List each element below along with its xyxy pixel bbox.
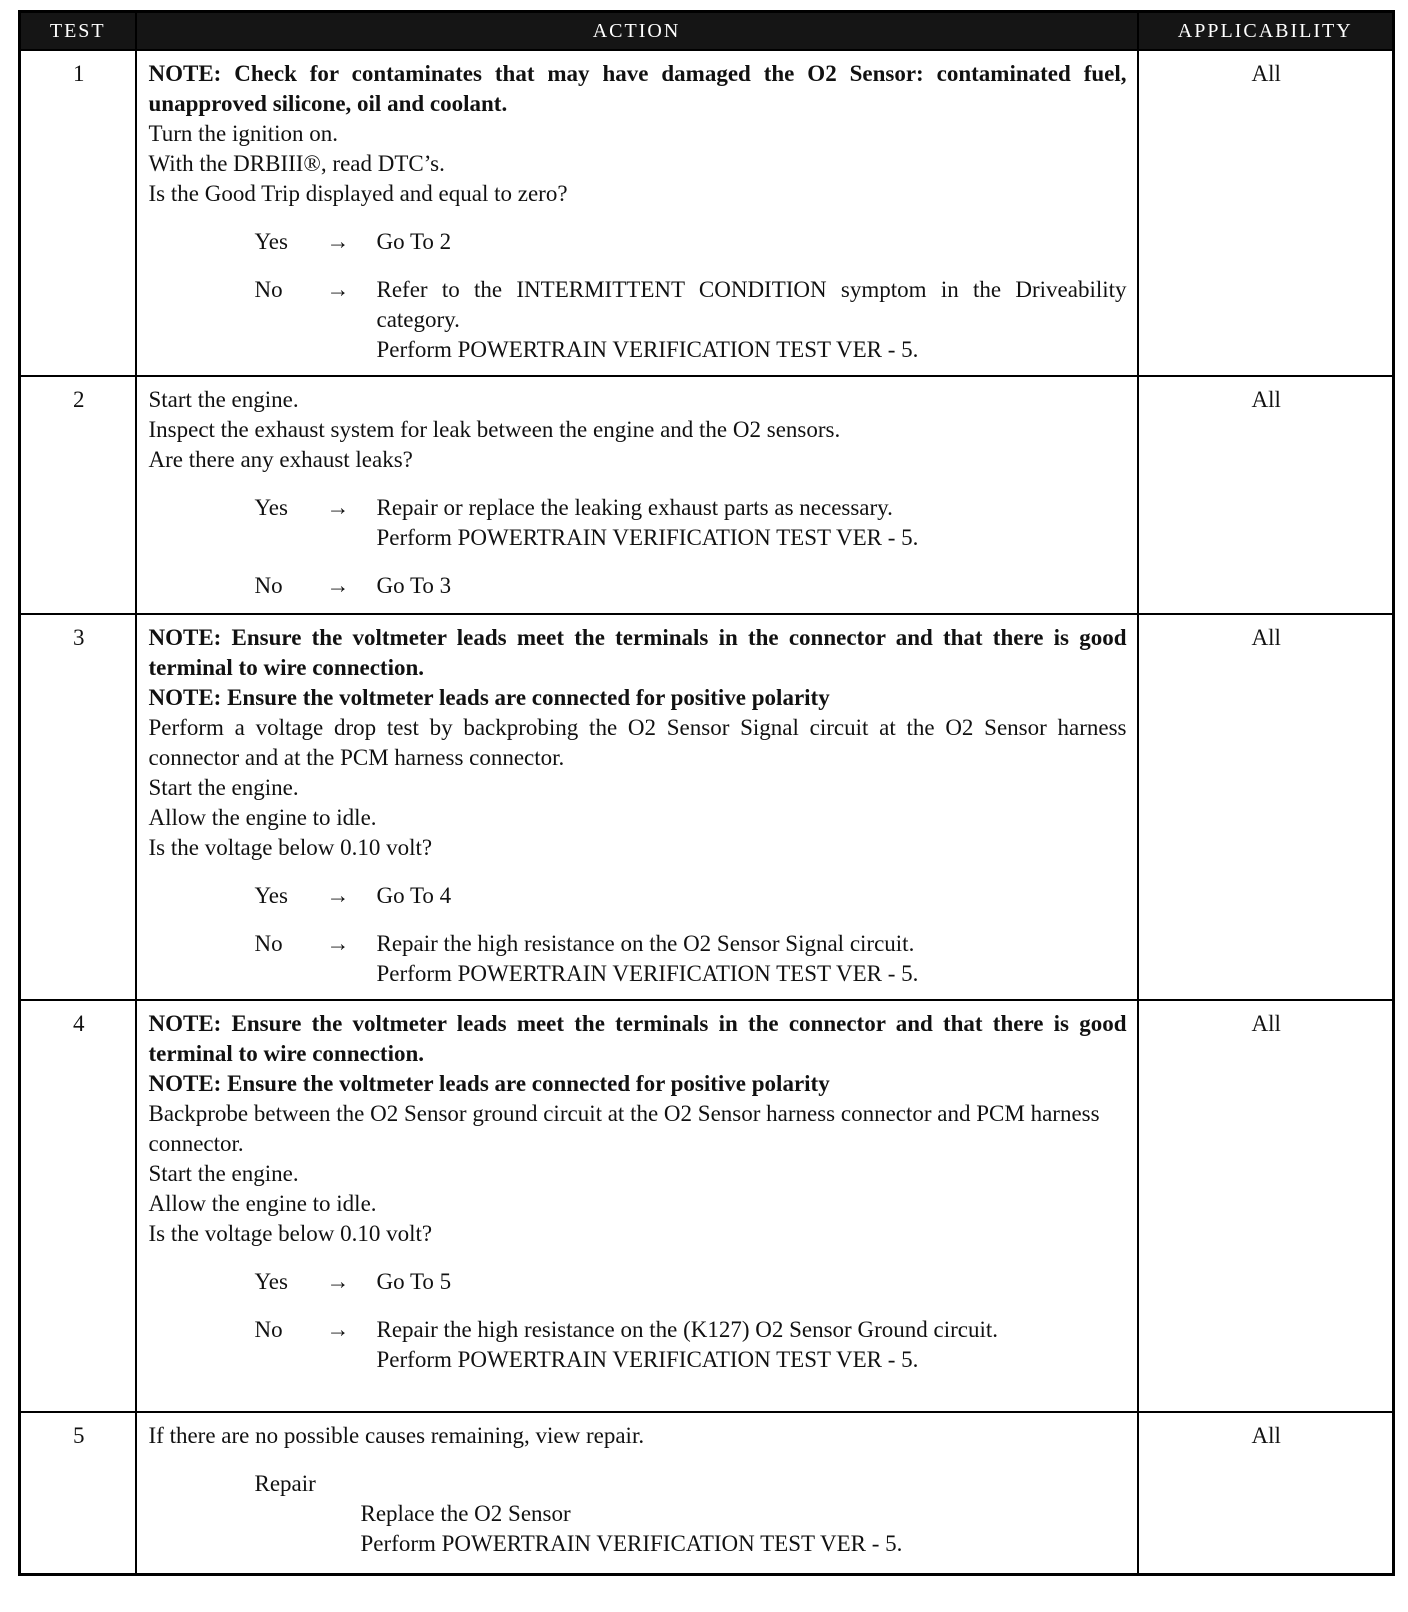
table-header [20, 12, 1394, 51]
table-row [20, 50, 1394, 376]
yes-text-line: Perform POWERTRAIN VERIFICATION TEST VER - 5. [376, 525, 919, 550]
yes-label: Yes [254, 229, 288, 254]
yes-response [255, 881, 1127, 911]
arrow-icon: → [326, 495, 350, 520]
no-label: No [254, 1317, 283, 1342]
repair-line: Perform POWERTRAIN VERIFICATION TEST VER - 5. [360, 1531, 903, 1556]
arrow-icon: → [326, 883, 350, 908]
repair-line: Replace the O2 Sensor [360, 1501, 571, 1526]
applicability-value: All [1138, 376, 1394, 614]
test-number: 3 [20, 614, 136, 1000]
test-number: 4 [20, 1000, 136, 1412]
yes-text: Go To 5 [376, 1269, 452, 1294]
yes-text [377, 493, 1127, 553]
arrow-icon: → [326, 1317, 350, 1342]
action-cell [136, 614, 1138, 1000]
no-text-line: Perform POWERTRAIN VERIFICATION TEST VER - 5. [376, 1347, 919, 1372]
note-text: NOTE: Ensure the voltmeter leads are connected for positive polarity [148, 685, 830, 710]
arrow-icon: → [326, 229, 350, 254]
no-label: No [254, 573, 283, 598]
no-response [255, 571, 1127, 601]
applicability-value: All [1138, 50, 1394, 376]
no-text [377, 929, 1127, 989]
action-line: With the DRBIII®, read DTC’s. [148, 151, 445, 176]
no-text [377, 275, 1127, 365]
action-cell [136, 50, 1138, 376]
no-text-line: Perform POWERTRAIN VERIFICATION TEST VER - 5. [376, 337, 919, 362]
action-line: Allow the engine to idle. [148, 805, 377, 830]
action-line: Is the voltage below 0.10 volt? [148, 1221, 433, 1246]
yes-text-line: Repair or replace the leaking exhaust parts as necessary. [376, 495, 893, 520]
no-response [255, 929, 1127, 989]
applicability-value: All [1138, 1000, 1394, 1412]
action-line: Allow the engine to idle. [148, 1191, 377, 1216]
yes-response [255, 493, 1127, 553]
table-row [20, 1412, 1394, 1575]
table-row [20, 614, 1394, 1000]
no-label: No [254, 277, 283, 302]
action-line: Start the engine. [148, 1161, 299, 1186]
note-text: NOTE: Check for contaminates that may have damaged the O2 Sensor: contaminated fuel, unapproved silicone, oil and coolant. [148, 61, 1127, 116]
test-number: 1 [20, 50, 136, 376]
yes-text: Go To 4 [376, 883, 452, 908]
note-text: NOTE: Ensure the voltmeter leads are connected for positive polarity [148, 1071, 830, 1096]
diagnostic-test-table [18, 10, 1395, 1576]
yes-response [255, 227, 1127, 257]
no-response [255, 275, 1127, 365]
yes-label: Yes [254, 1269, 288, 1294]
no-text-line: Repair the high resistance on the O2 Sensor Signal circuit. [376, 931, 915, 956]
applicability-value: All [1138, 614, 1394, 1000]
no-text-line: Refer to the INTERMITTENT CONDITION symptom in the Driveability category. [376, 277, 1127, 332]
action-line: Backprobe between the O2 Sensor ground circuit at the O2 Sensor harness connector and PCM harness connector. [148, 1101, 1100, 1156]
no-text [377, 1315, 1127, 1375]
action-line: Is the voltage below 0.10 volt? [148, 835, 433, 860]
table-row [20, 1000, 1394, 1412]
yes-response [255, 1267, 1127, 1297]
action-line: Is the Good Trip displayed and equal to zero? [148, 181, 568, 206]
arrow-icon: → [326, 573, 350, 598]
test-number: 2 [20, 376, 136, 614]
applicability-value: All [1138, 1412, 1394, 1575]
note-text: NOTE: Ensure the voltmeter leads meet the terminals in the connector and that there is good terminal to wire connection. [148, 625, 1127, 680]
repair-block [255, 1469, 1127, 1559]
action-line: Perform a voltage drop test by backprobing the O2 Sensor Signal circuit at the O2 Sensor harness connector and at the PCM harness connector. [148, 715, 1127, 770]
no-response [255, 1315, 1127, 1375]
no-text-line: Repair the high resistance on the (K127) O2 Sensor Ground circuit. [376, 1317, 998, 1342]
no-text-line: Perform POWERTRAIN VERIFICATION TEST VER - 5. [376, 961, 919, 986]
action-line: Inspect the exhaust system for leak between the engine and the O2 sensors. [148, 417, 841, 442]
arrow-icon: → [326, 931, 350, 956]
table-row [20, 376, 1394, 614]
action-line: Start the engine. [148, 775, 299, 800]
action-line: If there are no possible causes remaining, view repair. [148, 1423, 645, 1448]
yes-label: Yes [254, 495, 288, 520]
test-number: 5 [20, 1412, 136, 1575]
action-cell [136, 376, 1138, 614]
note-text: NOTE: Ensure the voltmeter leads meet the terminals in the connector and that there is good terminal to wire connection. [148, 1011, 1127, 1066]
arrow-icon: → [326, 277, 350, 302]
repair-instructions [361, 1499, 1127, 1559]
no-text: Go To 3 [376, 573, 452, 598]
yes-text: Go To 2 [376, 229, 452, 254]
action-line: Turn the ignition on. [148, 121, 339, 146]
action-line: Start the engine. [148, 387, 299, 412]
repair-label: Repair [254, 1471, 316, 1496]
no-label: No [254, 931, 283, 956]
yes-label: Yes [254, 883, 288, 908]
arrow-icon: → [326, 1269, 350, 1294]
header-test: TEST [20, 12, 136, 51]
action-cell [136, 1412, 1138, 1575]
action-cell [136, 1000, 1138, 1412]
header-applicability: APPLICABILITY [1138, 12, 1394, 51]
header-action: ACTION [136, 12, 1138, 51]
action-line: Are there any exhaust leaks? [148, 447, 413, 472]
